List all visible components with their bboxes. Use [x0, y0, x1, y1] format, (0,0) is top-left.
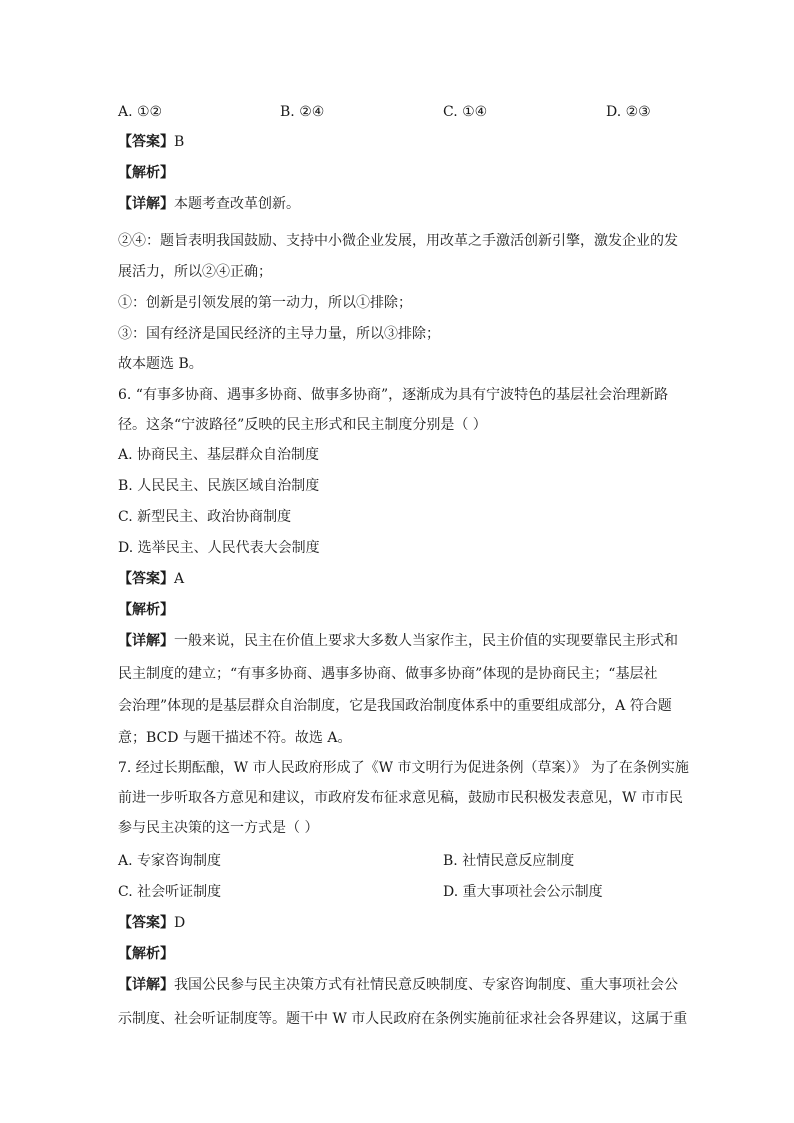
answer-value: D	[174, 915, 186, 931]
answer-tag: 【答案】	[118, 134, 174, 150]
q6-question-line: 径。这条“宁波路径”反映的民主形式和民主制度分别是（ ）	[118, 417, 487, 433]
q7-option-c: C. 社会听证制度	[118, 884, 222, 900]
detail-tag: 【详解】	[118, 977, 174, 993]
q6-option-a: A. 协商民主、基层群众自治制度	[118, 447, 320, 463]
detail-text: 我国公民参与民主决策方式有社情民意反映制度、专家咨询制度、重大事项社会公	[174, 977, 678, 993]
q6-option-b: B. 人民民主、民族区域自治制度	[118, 478, 320, 494]
q5-option-d: D. ②③	[606, 104, 651, 120]
q7-detail-line: 示制度、社会听证制度等。题干中 W 市人民政府在条例实施前征求社会各界建议，这属于重	[118, 1011, 688, 1027]
q7-question-line: 前进一步听取各方意见和建议，市政府发布征求意见稿，鼓励市民积极发表意见，W 市市民	[118, 790, 683, 806]
q7-question-line: 参与民主决策的这一方式是（ ）	[118, 820, 319, 836]
detail-text: 本题考查改革创新。	[174, 196, 300, 212]
q5-option-a: A. ①②	[118, 104, 163, 120]
q6-detail-line	[118, 633, 678, 649]
q5-option-b: B. ②④	[280, 104, 325, 120]
q5-detail-line: 展活力，所以②④正确；	[118, 264, 272, 280]
q7-detail-line	[118, 977, 678, 993]
answer-tag: 【答案】	[118, 915, 174, 931]
q7-analysis-title: 【解析】	[118, 946, 174, 962]
q6-detail-line: 民主制度的建立；“有事多协商、遇事多协商、做事多协商”体现的是协商民主；“基层社	[118, 666, 658, 682]
q6-detail-line: 会治理”体现的是基层群众自治制度，它是我国政治制度体系中的重要组成部分，A 符合题	[118, 698, 672, 714]
q6-question-line: 6. “有事多协商、遇事多协商、做事多协商”，逐渐成为具有宁波特色的基层社会治理新路	[118, 387, 669, 403]
q5-detail-line: 故本题选 B。	[118, 356, 203, 372]
q7-option-b: B. 社情民意反应制度	[443, 853, 575, 869]
q5-answer	[118, 134, 184, 150]
q5-analysis-title: 【解析】	[118, 165, 174, 181]
q5-detail-line	[118, 196, 300, 212]
q7-option-d: D. 重大事项社会公示制度	[443, 884, 603, 900]
q6-analysis-title: 【解析】	[118, 602, 174, 618]
q6-detail-line: 意；BCD 与题干描述不符。故选 A。	[118, 730, 352, 746]
answer-value: B	[174, 134, 185, 150]
q5-detail-line: ③：国有经济是国民经济的主导力量，所以③排除；	[118, 326, 440, 342]
answer-tag: 【答案】	[118, 571, 174, 587]
q6-option-c: C. 新型民主、政治协商制度	[118, 509, 292, 525]
detail-tag: 【详解】	[118, 196, 174, 212]
q7-question-line: 7. 经过长期酝酿，W 市人民政府形成了《W 市文明行为促进条例（草案）》 为了在条例实施	[118, 760, 689, 776]
q6-option-d: D. 选举民主、人民代表大会制度	[118, 540, 320, 556]
answer-value: A	[174, 571, 185, 587]
q5-option-c: C. ①④	[443, 104, 488, 120]
q7-option-a: A. 专家咨询制度	[118, 853, 222, 869]
detail-tag: 【详解】	[118, 633, 174, 649]
q6-answer	[118, 571, 184, 587]
q5-detail-line: ②④：题旨表明我国鼓励、支持中小微企业发展，用改革之手激活创新引擎，激发企业的发	[118, 233, 678, 249]
q5-detail-line: ①：创新是引领发展的第一动力，所以①排除；	[118, 295, 412, 311]
q7-answer	[118, 915, 185, 931]
detail-text: 一般来说，民主在价值上要求大多数人当家作主，民主价值的实现要靠民主形式和	[174, 633, 678, 649]
